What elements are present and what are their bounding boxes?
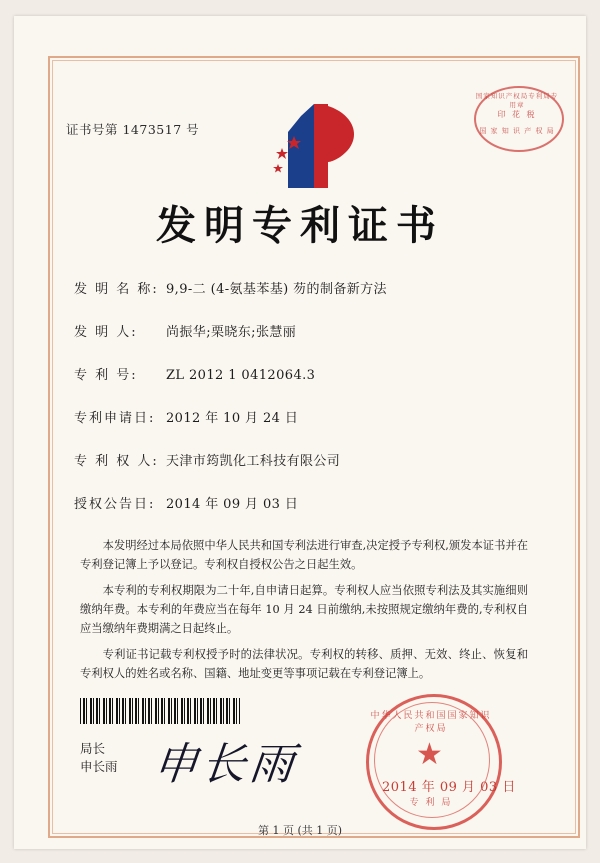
field-label: 专利申请日:	[74, 411, 156, 426]
page-footer: 第 1 页 (共 1 页)	[257, 824, 343, 837]
field-value: 天津市筠凯化工科技有限公司	[166, 454, 341, 469]
body-paragraph-3: 专利证书记载专利权授予时的法律状况。专利权的转移、质押、无效、终止、恢复和专利权人的姓名或名称、国籍、地址变更等事项记载在专利登记簿上。	[80, 648, 528, 680]
field-value: 尚振华;栗晓东;张慧丽	[166, 325, 297, 340]
barcode	[80, 698, 240, 730]
page-title: 发明专利证书	[156, 202, 444, 249]
official-seal	[366, 694, 496, 824]
field-label: 专 利 号:	[74, 368, 138, 383]
seal-date: 2014 年 09 月 03 日	[382, 780, 516, 795]
top-seal-line2: 印 花 税	[497, 110, 537, 119]
field-label: 专 利 权 人:	[74, 454, 159, 469]
signature-name: 申长雨	[80, 759, 118, 774]
field-label: 发 明 名 称:	[74, 282, 159, 297]
field-value: ZL 2012 1 0412064.3	[166, 368, 316, 383]
top-seal-line1: 国家知识产权局专利局专用章	[475, 92, 559, 109]
field-value: 2012 年 10 月 24 日	[166, 411, 299, 426]
top-seal-line3: 国 家 知 识 产 权 局	[479, 127, 555, 135]
handwritten-signature: 申长雨	[150, 739, 301, 790]
paper-sheet	[14, 16, 586, 849]
field-list	[74, 278, 544, 536]
body-paragraph-2: 本专利的专利权期限为二十年,自申请日起算。专利权人应当依照专利法及其实施细则缴纳年费。本专利的年费应当在每年 10 月 24 日前缴纳,未按照规定缴纳年费的,专利权自应当缴纳年费期满之日起终止。	[80, 584, 528, 635]
field-value: 9,9-二 (4-氨基苯基) 芴的制备新方法	[166, 282, 387, 297]
field-label: 发 明 人:	[74, 325, 138, 340]
top-right-seal	[474, 86, 560, 148]
field-value: 2014 年 09 月 03 日	[166, 497, 299, 512]
field-label: 授权公告日:	[74, 497, 156, 512]
certificate-number: 证书号第 1473517 号	[66, 122, 200, 137]
field-row-application-date	[74, 407, 544, 426]
seal-bottom-text: 专 利 局	[409, 798, 453, 808]
field-row-patentee	[74, 450, 544, 469]
field-row-inventors	[74, 321, 544, 340]
body-paragraph-1: 本发明经过本局依照中华人民共和国专利法进行审查,决定授予专利权,颁发本证书并在专利登记簿上予以登记。专利权自授权公告之日起生效。	[80, 539, 528, 571]
body-text	[80, 536, 528, 690]
signature-block	[80, 740, 118, 776]
signature-role: 局长	[80, 741, 106, 756]
field-row-grant-date	[74, 493, 544, 512]
field-row-patent-number	[74, 364, 544, 383]
barcode-bars	[80, 698, 240, 724]
seal-top-text: 中华人民共和国国家知识产权局	[370, 711, 492, 734]
star-icon: ★	[416, 737, 443, 772]
field-row-invention-name	[74, 278, 544, 297]
cnipa-logo-icon	[258, 102, 370, 190]
